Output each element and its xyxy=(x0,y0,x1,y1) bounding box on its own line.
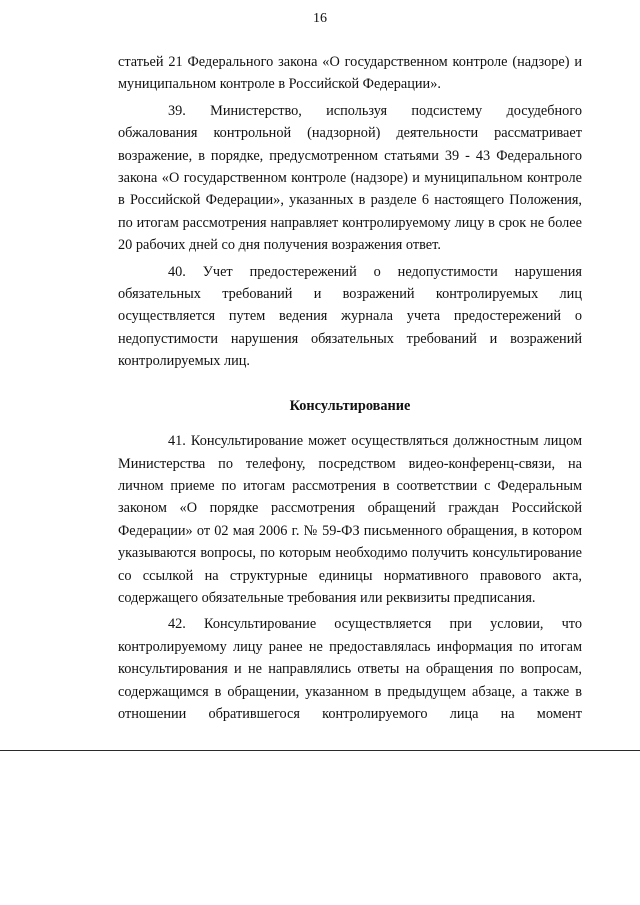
document-body xyxy=(118,51,582,725)
paragraph-41: 41. Консультирование может осуществляться должностным лицом Министерства по телефону, посредством видео-конференц-связи, на личном приеме по итогам рассмотрения в соответствии с Федеральным законом «О порядке рассмотрения обращений граждан Российской Федерации» от 02 мая 2006 г. № 59-ФЗ письменного обращения, в котором указываются вопросы, по которым необходимо получить консультирование со ссылкой на структурные единицы нормативного правового акта, содержащего обязательные требования или реквизиты предписания. xyxy=(118,433,582,606)
paragraph-continuation: статьей 21 Федерального закона «О государственном контроле (надзоре) и муниципальном контроле в Российской Федерации». xyxy=(118,54,582,93)
footer-divider xyxy=(0,750,640,751)
paragraph-42: 42. Консультирование осуществляется при условии, что контролируемому лицу ранее не предоставлялась информация по итогам консультирования и не направлялись ответы на обращения по вопросам, содержащимся в обращении, указанном в предыдущем абзаце, а также в отношении обратившегося контролируемого лица на момент xyxy=(118,616,582,722)
paragraph-39: 39. Министерство, используя подсистему досудебного обжалования контрольной (надзорной) деятельности рассматривает возражение, в порядке, предусмотренном статьями 39 - 43 Федерального закона «О государственном контроле (надзоре) и муниципальном контроле в Российской Федерации», указанных в разделе 6 настоящего Положения, по итогам рассмотрения направляет контролируемому лицу в срок не более 20 рабочих дней со дня получения возражения ответ. xyxy=(118,102,582,254)
section-heading: Консультирование xyxy=(289,397,411,414)
paragraph-40: 40. Учет предостережений о недопустимости нарушения обязательных требований и возражений контролируемых лиц осуществляется путем ведения журнала учета предостережений о недопустимости нарушения обязательных требований и возражений контролируемых лиц. xyxy=(118,263,582,370)
page-number: 16 xyxy=(313,11,327,26)
